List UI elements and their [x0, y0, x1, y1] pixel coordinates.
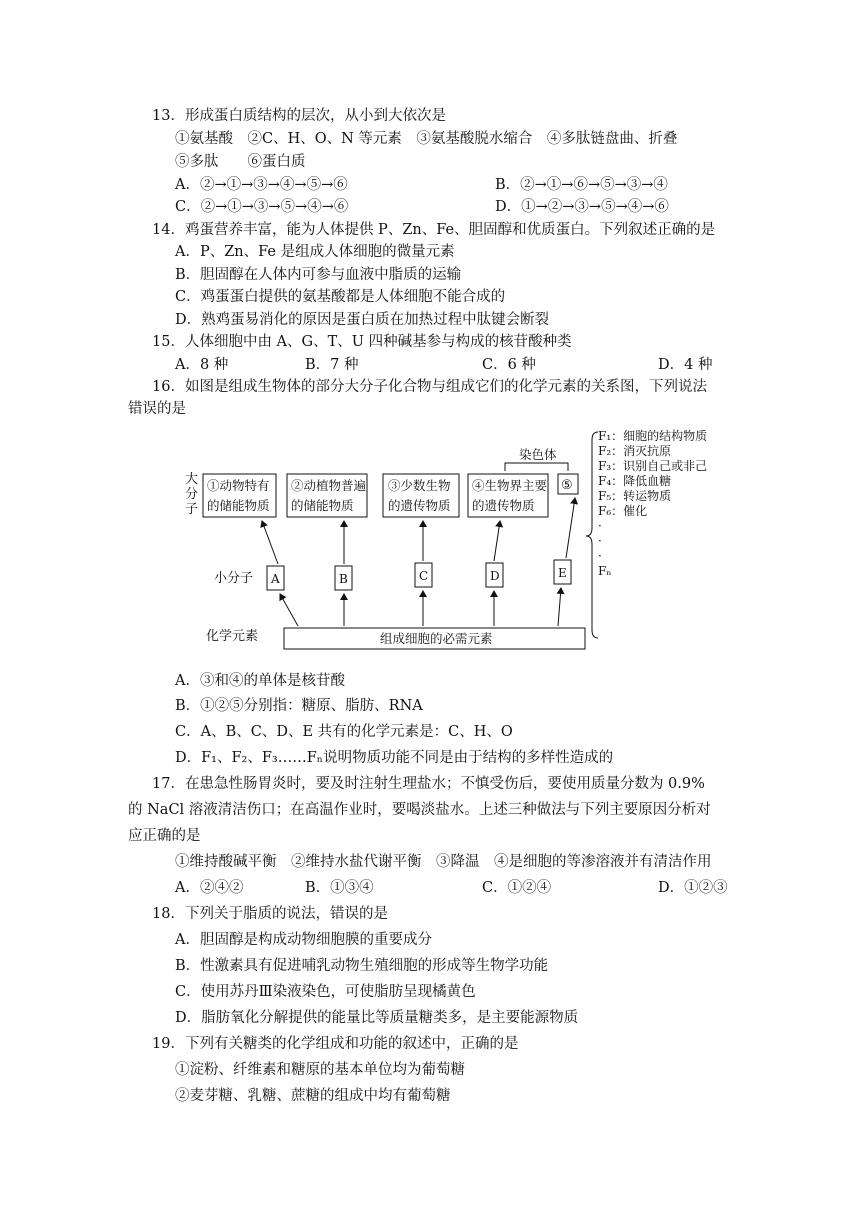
q16-option-a: A．③和④的单体是核苷酸: [175, 673, 345, 689]
q13-items-line2: ⑤多肽 ⑥蛋白质: [175, 154, 306, 170]
macro-box-1-line1: ①动物特有: [207, 478, 270, 493]
macro-box-1: [203, 474, 276, 517]
functions-brace: [586, 432, 598, 638]
q15-option-a: A．8 种: [175, 357, 229, 373]
q17-option-d: D．①②③: [658, 880, 728, 896]
q19-stem: 19．下列有关糖类的化学组成和功能的叙述中，正确的是: [152, 1036, 519, 1052]
arrow-element-to-a: [280, 594, 298, 626]
q17-items: ①维持酸碱平衡 ②维持水盐代谢平衡 ③降温 ④是细胞的等渗溶液并有清洁作用: [175, 854, 712, 870]
chromosome-label: 染色体: [519, 447, 557, 462]
q14-option-c: C．鸡蛋蛋白提供的氨基酸都是人体细胞不能合成的: [175, 289, 506, 305]
q14-stem: 14．鸡蛋营养丰富，能为人体提供 P、Zn、Fe、胆固醇和优质蛋白。下列叙述正确的是: [152, 222, 716, 238]
function-dot-1: ·: [598, 519, 602, 533]
function-dot-2: ·: [598, 534, 602, 548]
q13-option-c: C．②→①→③→⑤→④→⑥: [175, 199, 349, 215]
macro-box-3-line2: 的遗传物质: [388, 498, 451, 513]
macro-box-5: [558, 474, 578, 494]
function-f3: F₃：识别自己或非己: [598, 459, 708, 473]
q16-option-d: D．F₁、F₂、F₃……Fₙ说明物质功能不同是由于结构的多样性造成的: [175, 750, 614, 766]
q14-option-a: A．P、Zn、Fe 是组成人体细胞的微量元素: [175, 244, 455, 260]
q18-option-b: B．性激素具有促进哺乳动物生殖细胞的形成等生物学功能: [175, 958, 549, 974]
function-dot-3: ·: [598, 549, 602, 563]
arrow-element-to-e: [558, 588, 561, 626]
macro-box-4: [468, 474, 548, 517]
function-f4: F₄：降低血糖: [598, 474, 672, 488]
arrow-a-to-macro1: [262, 521, 278, 564]
q14-option-d: D．熟鸡蛋易消化的原因是蛋白质在加热过程中肽键会断裂: [175, 312, 550, 328]
chemical-element-label: 化学元素: [206, 629, 259, 644]
q17-line3: 应正确的是: [128, 828, 201, 844]
q18-option-c: C．使用苏丹Ⅲ染液染色，可使脂肪呈现橘黄色: [175, 984, 476, 1000]
macro-label-1: 大: [185, 472, 199, 487]
function-f6: F₆：催化: [598, 504, 648, 518]
q15-option-d: D．4 种: [658, 357, 713, 373]
function-f2: F₂：消灭抗原: [598, 444, 672, 458]
function-fn: Fₙ: [598, 564, 612, 578]
macro-box-4-line2: 的遗传物质: [472, 498, 535, 513]
q16-stem-line1: 16．如图是组成生物体的部分大分子化合物与组成它们的化学元素的关系图，下列说法: [152, 379, 707, 395]
monomer-c-label: C: [419, 569, 429, 583]
macro-box-5-label: ⑤: [561, 478, 573, 493]
q13-items-line1: ①氨基酸 ②C、H、O、N 等元素 ③氨基酸脱水缩合 ④多肽链盘曲、折叠: [175, 131, 678, 147]
macro-label-3: 子: [185, 502, 199, 517]
q14-option-b: B．胆固醇在人体内可参与血液中脂质的运输: [175, 267, 462, 283]
chromosome-bracket: [505, 463, 568, 471]
q17-option-b: B．①③④: [305, 880, 374, 896]
macro-box-3: [383, 474, 459, 517]
macro-label-2: 分: [185, 487, 199, 502]
macro-box-2-line1: ②动植物普遍: [291, 478, 367, 493]
monomer-box-a: [267, 566, 284, 590]
function-f1: F₁：细胞的结构物质: [598, 429, 708, 443]
monomer-d-label: D: [490, 569, 500, 583]
q13-stem: 13．形成蛋白质结构的层次，从小到大依次是: [152, 108, 446, 124]
arrow-d-to-macro4: [494, 521, 500, 561]
macro-box-1-line2: 的储能物质: [207, 498, 270, 513]
q13-option-d: D．①→②→③→⑤→④→⑥: [495, 199, 669, 215]
q17-line1: 17．在患急性肠胃炎时，要及时注射生理盐水；不慎受伤后，要使用质量分数为 0.9%: [152, 776, 705, 792]
function-f5: F₅：转运物质: [598, 489, 672, 503]
small-molecule-label: 小分子: [214, 571, 254, 586]
q18-option-a: A．胆固醇是构成动物细胞膜的重要成分: [175, 932, 432, 948]
monomer-a-label: A: [271, 572, 280, 586]
q18-option-d: D．脂肪氧化分解提供的能量比等质量糖类多，是主要能源物质: [175, 1010, 579, 1026]
q18-stem: 18．下列关于脂质的说法，错误的是: [152, 906, 388, 922]
q19-item-2: ②麦芽糖、乳糖、蔗糖的组成中均有葡萄糖: [175, 1088, 451, 1104]
q13-option-a: A．②→①→③→④→⑤→⑥: [175, 177, 348, 193]
q16-option-c: C．A、B、C、D、E 共有的化学元素是：C、H、O: [175, 724, 513, 740]
monomer-box-c: [415, 563, 432, 587]
q15-stem: 15．人体细胞中由 A、G、T、U 四种碱基参与构成的核苷酸种类: [152, 334, 572, 350]
q17-option-a: A．②④②: [175, 880, 244, 896]
q16-stem-line2: 错误的是: [128, 401, 186, 417]
monomer-box-d: [486, 563, 503, 587]
q13-option-b: B．②→①→⑥→⑤→③→④: [495, 177, 668, 193]
q15-option-b: B．7 种: [305, 357, 359, 373]
q17-line2: 的 NaCl 溶液清洁伤口；在高温作业时，要喝淡盐水。上述三种做法与下列主要原因分析对: [128, 802, 711, 818]
monomer-b-label: B: [339, 572, 348, 586]
q16-option-b: B．①②⑤分别指：糖原、脂肪、RNA: [175, 698, 423, 714]
monomer-box-e: [554, 560, 571, 584]
macro-box-2-line2: 的储能物质: [291, 498, 354, 513]
macro-box-4-line1: ④生物界主要: [472, 478, 548, 493]
q17-option-c: C．①②④: [482, 880, 552, 896]
q15-option-c: C．6 种: [482, 357, 536, 373]
macro-box-2: [287, 474, 367, 517]
monomer-box-b: [335, 566, 352, 590]
q19-item-1: ①淀粉、纤维素和糖原的基本单位均为葡萄糖: [175, 1062, 465, 1078]
monomer-e-label: E: [558, 566, 567, 580]
arrow-e-to-macro5: [566, 498, 575, 558]
macro-box-3-line1: ③少数生物: [388, 478, 451, 493]
element-box-label: 组成细胞的必需元素: [380, 631, 493, 646]
